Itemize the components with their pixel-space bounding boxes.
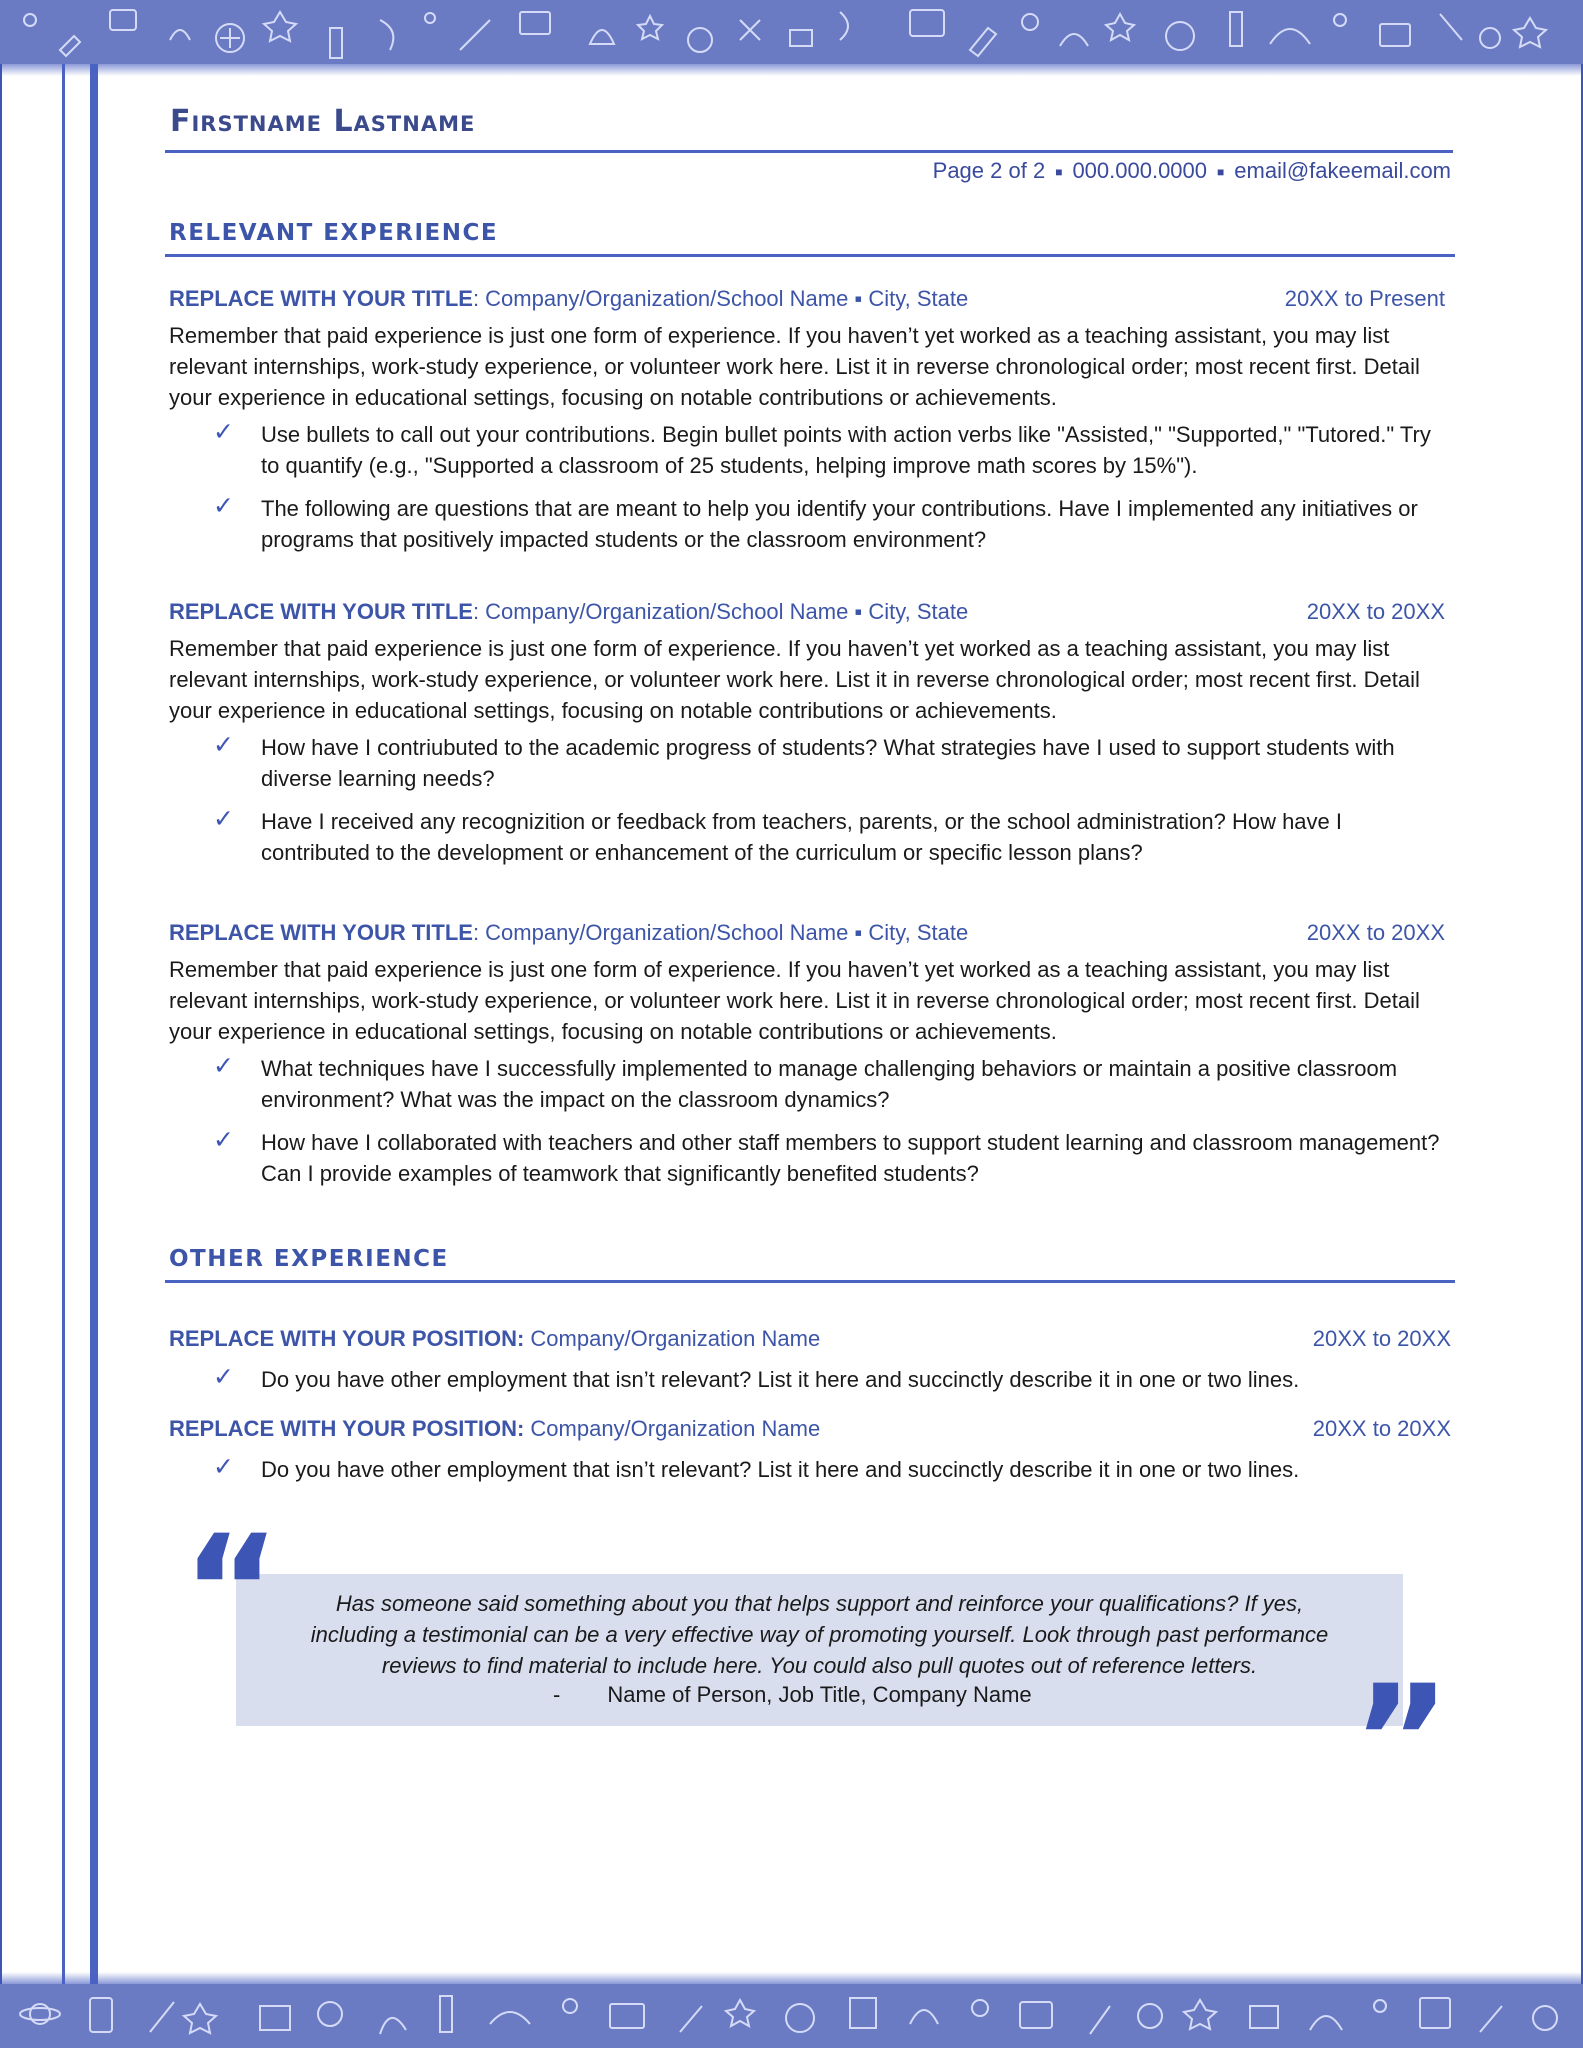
bullet-text: How have I collaborated with teachers and other staff members to support student learning and classroom management? Can I provide examples of teamwork that significantly benefited students? <box>261 1130 1440 1186</box>
margin-line-thin <box>62 64 65 1984</box>
candidate-name: Firstname Lastname <box>170 104 476 139</box>
bullet-text: Use bullets to call out your contributions. Begin bullet points with action verbs like "Assisted," "Supported," "Tutored." Try to quantify (e.g., "Supported a classroom of 25 students, helping improve math scores by 15%"). <box>261 422 1431 478</box>
bullet-text: How have I contriubuted to the academic progress of students? What strategies have I used to support students with diverse learning needs? <box>261 735 1395 791</box>
bullet-list <box>169 419 1445 555</box>
checkmark-icon: ✓ <box>213 418 234 446</box>
list-item <box>169 1454 1451 1485</box>
bullet-text: Have I received any recognizition or feedback from teachers, parents, or the school administration? How have I contributed to the development or enhancement of the curriculum or specific lesson plans? <box>261 809 1342 865</box>
relevant-job-2 <box>169 599 1445 880</box>
bullet-list <box>169 1053 1445 1189</box>
job-dates: 20XX to 20XX <box>1306 599 1445 624</box>
list-item <box>169 732 1445 794</box>
job-dates: 20XX to 20XX <box>1312 1326 1451 1351</box>
bullet-text: What techniques have I successfully implemented to manage challenging behaviors or maintain a positive classroom environment? What was the impact on the classroom dynamics? <box>261 1056 1398 1112</box>
bullet-list <box>169 1364 1451 1395</box>
testimonial-text <box>236 1588 1403 1681</box>
page-number: Page 2 of 2 <box>932 158 1046 183</box>
checkmark-icon: ✓ <box>213 1363 234 1391</box>
list-item <box>169 806 1445 868</box>
top-pattern-band <box>0 0 1583 64</box>
other-job-1 <box>169 1326 1451 1407</box>
job-description: Remember that paid experience is just one form of experience. If you haven’t yet worked as a teaching assistant, you may list relevant internships, work-study experience, or volunteer work here. List it in reverse chronological order; most recent first. Detail your experience in educational settings, focusing on notable contributions or achievements. <box>169 323 1420 410</box>
job-title: REPLACE WITH YOUR TITLE <box>169 920 473 945</box>
job-organization: : Company/Organization/School Name ▪ City, State <box>472 286 969 311</box>
testimonial-line: including a testimonial can be a very effective way of promoting yourself. Look through past performance <box>310 1622 1329 1647</box>
bullet-text: The following are questions that are meant to help you identify your contributions. Have I implemented any initiatives or programs that positively impacted students or the classroom environment? <box>261 496 1418 552</box>
checkmark-icon: ✓ <box>213 492 234 520</box>
separator-icon: ■ <box>1055 165 1063 180</box>
bottom-pattern-band <box>0 1984 1583 2048</box>
bottom-band-shadow <box>0 1972 1583 1984</box>
attribution-dash: - <box>553 1682 561 1707</box>
page-border-left <box>0 64 2 1984</box>
job-title: REPLACE WITH YOUR POSITION: <box>169 1326 525 1351</box>
list-item <box>169 1053 1445 1115</box>
section-title-relevant: RELEVANT EXPERIENCE <box>169 220 499 246</box>
job-dates: 20XX to 20XX <box>1312 1416 1451 1441</box>
school-doodle-pattern <box>0 0 1583 64</box>
job-organization: : Company/Organization/School Name ▪ City, State <box>472 920 969 945</box>
testimonial-box <box>236 1574 1403 1726</box>
name-underline <box>165 150 1453 153</box>
relevant-job-1 <box>169 286 1445 567</box>
job-title: REPLACE WITH YOUR TITLE <box>169 599 473 624</box>
phone-number: 000.000.0000 <box>1072 158 1208 183</box>
list-item <box>169 419 1445 481</box>
list-item <box>169 1364 1451 1395</box>
job-title: REPLACE WITH YOUR POSITION: <box>169 1416 525 1441</box>
bullet-text: Do you have other employment that isn’t relevant? List it here and succinctly describe it in one or two lines. <box>261 1367 1300 1392</box>
job-dates: 20XX to Present <box>1284 286 1445 311</box>
list-item <box>169 1127 1445 1189</box>
job-description: Remember that paid experience is just one form of experience. If you haven’t yet worked as a teaching assistant, you may list relevant internships, work-study experience, or volunteer work here. List it in reverse chronological order; most recent first. Detail your experience in educational settings, focusing on notable contributions or achievements. <box>169 957 1420 1044</box>
checkmark-icon: ✓ <box>213 1126 234 1154</box>
bullet-list <box>169 732 1445 868</box>
job-title: REPLACE WITH YOUR TITLE <box>169 286 473 311</box>
close-quote-icon: ” <box>1352 1654 1451 1828</box>
job-header <box>169 286 1445 316</box>
top-band-shadow <box>0 64 1583 76</box>
relevant-job-3 <box>169 920 1445 1201</box>
section-rule-other <box>165 1280 1455 1283</box>
other-job-2 <box>169 1416 1451 1497</box>
checkmark-icon: ✓ <box>213 1453 234 1481</box>
margin-line-thick <box>90 64 98 1984</box>
section-title-other: OTHER EXPERIENCE <box>169 1246 449 1272</box>
job-organization: Company/Organization Name <box>524 1416 821 1441</box>
bullet-text: Do you have other employment that isn’t relevant? List it here and succinctly describe it in one or two lines. <box>261 1457 1300 1482</box>
testimonial-line: reviews to find material to include here. You could also pull quotes out of reference letters. <box>381 1653 1258 1678</box>
job-header <box>169 920 1445 950</box>
school-doodle-pattern-bottom <box>0 1984 1583 2048</box>
section-rule-relevant <box>165 254 1455 257</box>
job-organization: : Company/Organization/School Name ▪ City, State <box>472 599 969 624</box>
job-dates: 20XX to 20XX <box>1306 920 1445 945</box>
job-header <box>169 1416 1451 1446</box>
testimonial-line: Has someone said something about you that helps support and reinforce your qualifications? If yes, <box>335 1591 1304 1616</box>
testimonial-attribution <box>236 1682 1403 1708</box>
job-organization: Company/Organization Name <box>524 1326 821 1351</box>
open-quote-icon: “ <box>182 1504 281 1678</box>
job-description: Remember that paid experience is just one form of experience. If you haven’t yet worked as a teaching assistant, you may list relevant internships, work-study experience, or volunteer work here. List it in reverse chronological order; most recent first. Detail your experience in educational settings, focusing on notable contributions or achievements. <box>169 636 1420 723</box>
job-header <box>169 1326 1451 1356</box>
separator-icon: ■ <box>1217 165 1225 180</box>
email-address: email@fakeemail.com <box>1234 158 1451 183</box>
bullet-list <box>169 1454 1451 1485</box>
job-header <box>169 599 1445 629</box>
checkmark-icon: ✓ <box>213 805 234 833</box>
list-item <box>169 493 1445 555</box>
attribution-name: Name of Person, Job Title, Company Name <box>607 1682 1032 1707</box>
checkmark-icon: ✓ <box>213 731 234 759</box>
checkmark-icon: ✓ <box>213 1052 234 1080</box>
contact-line <box>933 158 1451 184</box>
